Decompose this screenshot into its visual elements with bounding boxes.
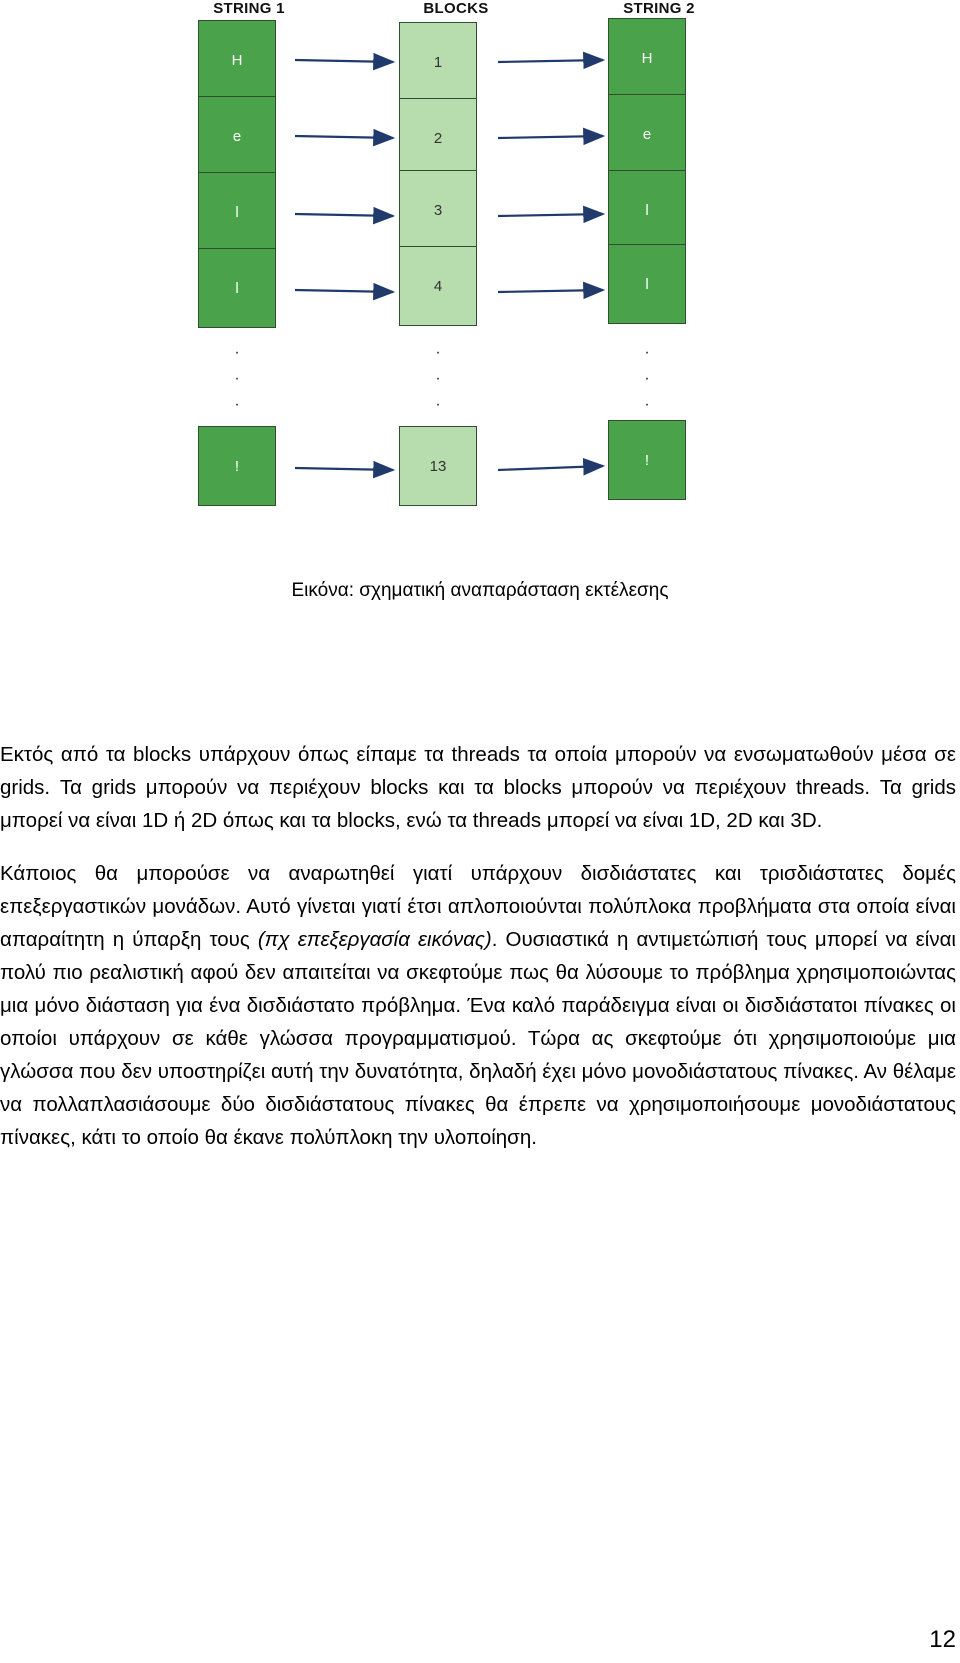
paragraph-2-part-1: Κάποιος θα μπορούσε να αναρωτηθεί γιατί υπάρχουν δισδιάστατες και τρισδιάστατες δομές επεξεργαστικών μονάδων. Αυτό γίνεται γιατί έτσι απλοποιούνται πολύπλοκα προβλήματα στα οποία είναι απαραίτητη η ύπαρξη τους <box>0 862 956 951</box>
string1-cell-last: ! <box>198 426 276 506</box>
string2-ellipsis: · · · <box>644 344 650 413</box>
string2-header: STRING 2 <box>623 0 695 17</box>
string1-ellipsis: · · · <box>234 344 240 413</box>
string1-cell: l <box>198 172 276 252</box>
arrow-icon <box>498 60 603 62</box>
arrow-icon <box>295 136 393 138</box>
block-cell: 1 <box>399 22 477 102</box>
arrow-icon <box>498 214 603 216</box>
string2-cell: H <box>608 18 686 98</box>
execution-diagram <box>0 0 960 540</box>
arrow-icon <box>295 60 393 62</box>
arrow-icon <box>498 466 603 470</box>
block-cell: 4 <box>399 246 477 326</box>
string1-cell: H <box>198 20 276 100</box>
string1-cell: e <box>198 96 276 176</box>
paragraph-2-part-2: . Ουσιαστικά η αντιμετώπισή τους μπορεί να είναι πολύ πιο ρεαλιστική αφού δεν απαιτείται να σκεφτούμε πως θα λύσουμε το πρόβλημα χρησιμοποιώντας μια μόνο διάσταση για ένα δισδιάστατο πρόβλημα. Ένα καλό παράδειγμα είναι οι δισδιάστατοι πίνακες οι οποίοι υπάρχουν σε κάθε γλώσσα προγραμματισμού. Τώρα ας σκεφτούμε ότι χρησιμοποιούμε μια γλώσσα που δεν υποστηρίζει αυτή την δυνατότητα, δηλαδή έχει μόνο μονοδιάστατους πίνακες. Αν θέλαμε να πολλαπλασιάσουμε δύο δισδιάστατους πίνακες θα έπρεπε να χρησιμοποιήσουμε μονοδιάστατους πίνακες, κάτι το οποίο θα έκανε πολύπλοκη την υλοποίηση. <box>0 928 956 1149</box>
paragraph-2 <box>0 857 956 1154</box>
string2-cell: l <box>608 244 686 324</box>
page-number: 12 <box>929 1626 956 1653</box>
block-cell: 3 <box>399 170 477 250</box>
figure-caption: Εικόνα: σχηματική αναπαράσταση εκτέλεσης <box>291 580 669 601</box>
arrow-icon <box>498 136 603 138</box>
body-text <box>0 738 956 1174</box>
string1-header: STRING 1 <box>213 0 285 17</box>
arrows-layer <box>0 0 960 540</box>
string2-cell-last: ! <box>608 420 686 500</box>
paragraph-1: Εκτός από τα blocks υπάρχουν όπως είπαμε τα threads τα οποία μπορούν να ενσωματωθούν μέσα σε grids. Τα grids μπορούν να περιέχουν blocks και τα blocks μπορούν να περιέχουν threads. Τα grids μπορεί να είναι 1D ή 2D όπως και τα blocks, ενώ τα threads μπορεί να είναι 1D, 2D και 3D. <box>0 743 956 832</box>
blocks-header: BLOCKS <box>423 0 489 17</box>
paragraph-2-italic: (πχ επεξεργασία εικόνας) <box>257 928 492 951</box>
string1-cell: l <box>198 248 276 328</box>
block-cell: 2 <box>399 98 477 178</box>
arrow-icon <box>295 214 393 216</box>
block-cell-last: 13 <box>399 426 477 506</box>
arrow-icon <box>498 290 603 292</box>
string2-cell: e <box>608 94 686 174</box>
blocks-ellipsis: · · · <box>435 344 441 413</box>
string2-cell: l <box>608 170 686 250</box>
arrow-icon <box>295 468 393 470</box>
arrow-icon <box>295 290 393 292</box>
